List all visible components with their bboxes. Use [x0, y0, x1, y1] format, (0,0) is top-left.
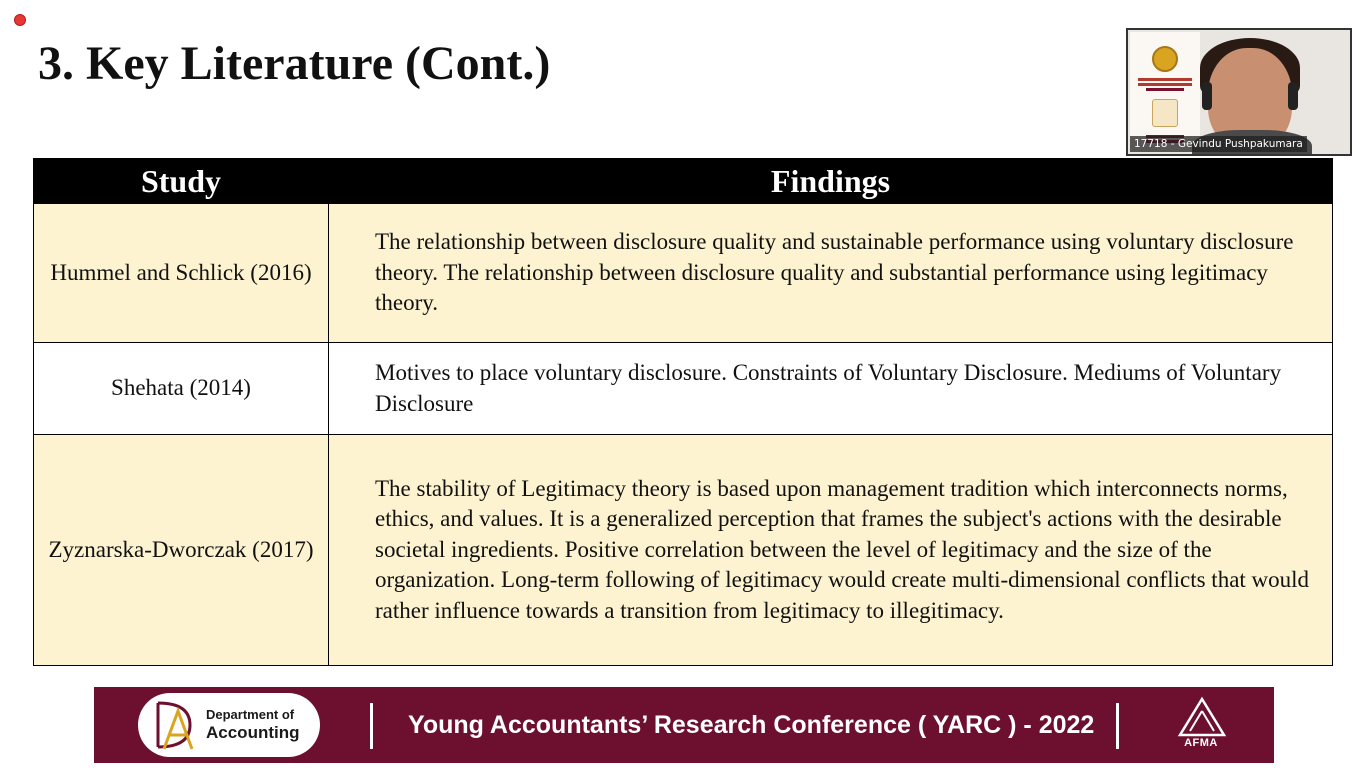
literature-table: [33, 158, 1333, 666]
department-label: Department of: [206, 707, 295, 722]
column-header-findings: Findings: [329, 159, 1333, 204]
banner-divider: [1116, 703, 1119, 749]
conference-title: Young Accountants’ Research Conference ( YARC ) - 2022: [408, 711, 1095, 739]
study-cell: Hummel and Schlick (2016): [34, 204, 329, 343]
headset-icon: [1202, 82, 1212, 110]
conference-logo-icon: [1152, 99, 1178, 127]
findings-cell: Motives to place voluntary disclosure. Constraints of Voluntary Disclosure. Mediums of Voluntary Disclosure: [329, 343, 1333, 435]
background-poster: [1130, 32, 1200, 138]
column-header-study: Study: [34, 159, 329, 204]
conference-footer-banner: [94, 687, 1274, 763]
slide-title: 3. Key Literature (Cont.): [38, 37, 551, 90]
table-row: [34, 343, 1333, 435]
headset-icon: [1288, 82, 1298, 110]
table-header-row: [34, 159, 1333, 204]
university-seal-icon: [1152, 46, 1178, 72]
findings-cell: The relationship between disclosure quality and sustainable performance using voluntary disclosure theory. The relationship between disclosure quality and substantial performance using legitimacy theory.: [329, 204, 1333, 343]
recording-indicator-icon: [14, 14, 26, 26]
table-row: [34, 435, 1333, 666]
department-name: Accounting: [206, 723, 300, 742]
participant-name-label: 17718 - Gevindu Pushpakumara: [1130, 136, 1307, 152]
study-cell: Zyznarska-Dworczak (2017): [34, 435, 329, 666]
department-logo: [138, 693, 320, 757]
department-monogram-icon: [150, 697, 196, 753]
banner-divider: [370, 703, 373, 749]
afma-logo-text: AFMA: [1184, 737, 1218, 749]
table-row: [34, 204, 1333, 343]
study-cell: Shehata (2014): [34, 343, 329, 435]
findings-cell: The stability of Legitimacy theory is based upon management tradition which interconnects norms, ethics, and values. It is a generalized perception that frames the subject's actions with the desirable societal ingredients. Positive correlation between the level of legitimacy and the size of the organization. Long-term following of legitimacy would create multi-dimensional conflicts that would rather influence towards a transition from legitimacy to illegitimacy.: [329, 435, 1333, 666]
participant-video-tile[interactable]: [1126, 28, 1352, 156]
